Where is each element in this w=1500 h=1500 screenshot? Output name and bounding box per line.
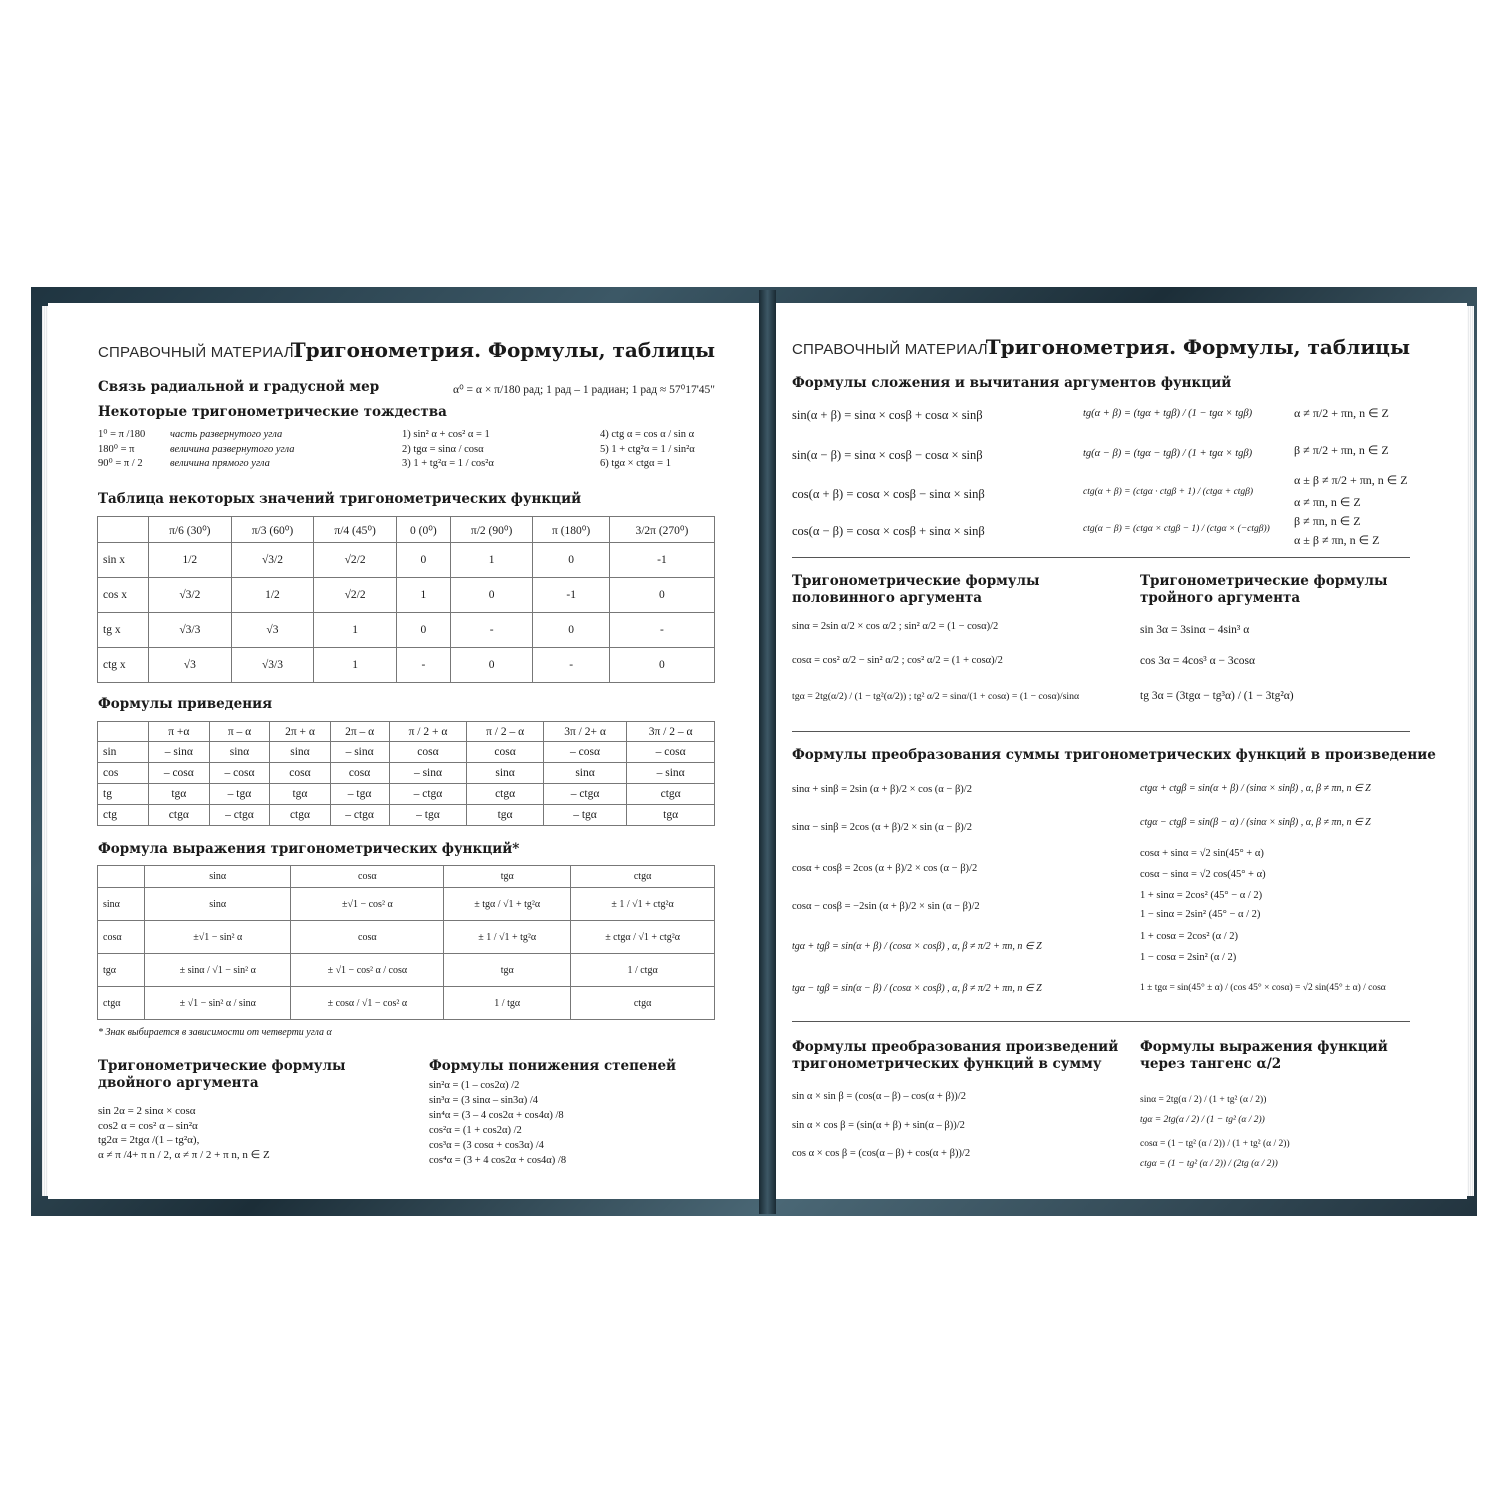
page-kicker: СПРАВОЧНЫЙ МАТЕРИАЛ [98,344,294,361]
condition: β ≠ π/2 + πn, n ∈ Z [1294,443,1389,457]
table-cell: sinα [209,742,270,763]
table-row [98,888,715,921]
table-row-header: cos x [98,578,149,613]
page-title: Тригонометрия. Формулы, таблицы [290,338,715,362]
table-row [98,543,715,578]
table-row-header: cosα [98,921,145,954]
table-row [98,921,715,954]
prod2sum-formula: cos α × cos β = (cos(α – β) + cos(α + β))/2 [792,1148,971,1159]
identities-list-a: 1) sin² α + cos² α = 1 2) tgα = sinα / cosα 3) 1 + tg²α = 1 / cos²α [402,429,494,469]
table-cell: cosα [330,763,389,784]
table-header-cell: π/2 (90⁰) [450,517,533,543]
sum2prod-formula: cosα + sinα = √2 sin(45° + α) [1140,848,1264,859]
table-cell: cosα [467,742,543,763]
table-cell: sinα [467,763,543,784]
page-kicker-right: СПРАВОЧНЫЙ МАТЕРИАЛ [792,341,988,358]
table-header-cell: ctgα [571,866,715,888]
sum2prod-formula: ctgα − ctgβ = sin(β − α) / (sinα × sinβ) , α, β ≠ πn, n ∈ Z [1140,817,1371,828]
sum2prod-formula: cosα − cosβ = −2sin (α + β)/2 × sin (α − β)/2 [792,901,980,912]
tangent-sum-formula: tg(α − β) = (tgα − tgβ) / (1 + tgα × tgβ) [1083,448,1253,459]
table-cell: √3 [149,648,232,683]
table-cell: sinα [543,763,626,784]
values-title: Таблица некоторых значений тригонометрических функций [98,491,582,507]
table-cell: tgα [149,784,210,805]
tangent-half-title: Формулы выражения функций через тангенс α/2 [1140,1039,1388,1072]
table-cell: ±√1 − sin² α [145,921,291,954]
table-cell: -1 [533,578,609,613]
table-cell: – cosα [209,763,270,784]
table-cell: – ctgα [543,784,626,805]
table-cell: 1/2 [149,543,232,578]
sum2prod-formula: sinα + sinβ = 2sin (α + β)/2 × cos (α − β)/2 [792,784,972,795]
table-cell: – sinα [627,763,715,784]
table-row [98,763,715,784]
table-header-cell: π / 2 – α [467,722,543,742]
identities-angle-notes: часть развернутого угла величина развернутого угла величина прямого угла [170,429,295,469]
expression-table [97,865,715,1020]
table-row-header: sin x [98,543,149,578]
table-row [98,954,715,987]
table-cell: 0 [533,613,609,648]
table-cell: ctgα [149,805,210,826]
section-divider [792,557,1410,558]
double-title: Тригонометрические формулы двойного аргумента [98,1058,346,1091]
left-page [48,303,759,1199]
table-cell: ± tgα / √1 + tg²α [444,888,571,921]
identities-angles: 1⁰ = π /180 180⁰ = π 90⁰ = π / 2 [98,429,146,469]
condition: α ± β ≠ πn, n ∈ Z [1294,533,1380,547]
table-row [98,613,715,648]
table-cell: – tgα [543,805,626,826]
table-cell: √3/2 [149,578,232,613]
table-header-cell: cosα [291,866,444,888]
table-cell: sinα [145,888,291,921]
table-row-header: ctgα [98,987,145,1020]
table-cell: 0 [533,543,609,578]
table-cell: ctgα [467,784,543,805]
table-cell: – tgα [209,784,270,805]
table-row [98,784,715,805]
tangent-half-formula: sinα = 2tg(α / 2) / (1 + tg² (α / 2)) [1140,1095,1267,1105]
table-cell: ctgα [571,987,715,1020]
power-formulas: sin²α = (1 – cos2α) /2 sin³α = (3 sinα – sin3α) /4 sin⁴α = (3 – 4 cos2α + cos4α) /8 cos²α = (1 + cos2α) /2 cos³α = (3 cosα + cos3α) /4 cos⁴α = (3 + 4 cos2α + cos4α) /8 [429,1080,567,1166]
table-cell: ± √1 − cos² α / cosα [291,954,444,987]
table-row [98,648,715,683]
table-cell: -1 [609,543,714,578]
table-row [98,578,715,613]
table-header-cell: π (180⁰) [533,517,609,543]
table-cell: cosα [389,742,467,763]
table-cell: √3/3 [231,648,314,683]
table-cell: 0 [609,578,714,613]
table-header-cell: 3π / 2+ α [543,722,626,742]
sum2prod-formula: cosα − sinα = √2 cos(45° + α) [1140,869,1266,880]
table-row-header: tgα [98,954,145,987]
table-cell: 0 [450,648,533,683]
table-row-header: sinα [98,888,145,921]
condition: β ≠ πn, n ∈ Z [1294,514,1361,528]
table-header-cell: π/3 (60⁰) [231,517,314,543]
table-header-cell: π / 2 + α [389,722,467,742]
table-cell: – cosα [543,742,626,763]
table-header-cell: 3/2π (270⁰) [609,517,714,543]
table-cell: – cosα [149,763,210,784]
power-title: Формулы понижения степеней [429,1058,677,1074]
table-cell: – ctgα [209,805,270,826]
table-cell: ± √1 − sin² α / sinα [145,987,291,1020]
triple-formula: tg 3α = (3tgα − tg³α) / (1 − 3tg²α) [1140,690,1294,702]
table-header-cell [98,866,145,888]
addition-formula: sin(α + β) = sinα × cosβ + cosα × sinβ [792,408,983,422]
condition: α ± β ≠ π/2 + πn, n ∈ Z [1294,473,1408,487]
sum2prod-formula: tgα − tgβ = sin(α − β) / (cosα × cosβ) , α, β ≠ π/2 + πn, n ∈ Z [792,983,1042,994]
tangent-sum-formula: tg(α + β) = (tgα + tgβ) / (1 − tgα × tgβ) [1083,408,1253,419]
table-cell: tgα [270,784,330,805]
sum2prod-formula: tgα + tgβ = sin(α + β) / (cosα × cosβ) , α, β ≠ π/2 + πn, n ∈ Z [792,941,1042,952]
table-cell: ± cosα / √1 − cos² α [291,987,444,1020]
tangent-half-formula: ctgα = (1 − tg² (α / 2)) / (2tg (α / 2)) [1140,1159,1278,1169]
identities-title: Некоторые тригонометрические тождества [98,404,447,420]
table-cell: √3/2 [231,543,314,578]
table-cell: – ctgα [330,805,389,826]
table-cell: 1 / tgα [444,987,571,1020]
condition: α ≠ π/2 + πn, n ∈ Z [1294,406,1389,420]
table-cell: √3 [231,613,314,648]
table-cell: √2/2 [314,578,397,613]
half-formula: tgα = 2tg(α/2) / (1 − tg²(α/2)) ; tg² α/2 = sinα/(1 + cosα) = (1 − cosα)/sinα [792,691,1080,702]
table-cell: 1 / ctgα [571,954,715,987]
sum2prod-formula: ctgα + ctgβ = sin(α + β) / (sinα × sinβ) , α, β ≠ πn, n ∈ Z [1140,783,1371,794]
reduction-table [97,721,715,826]
sum2prod-title: Формулы преобразования суммы тригонометрических функций в произведение [792,747,1436,763]
half-title: Тригонометрические формулы половинного аргумента [792,573,1040,606]
addition-formula: cos(α + β) = cosα × cosβ − sinα × sinβ [792,487,985,501]
table-header-cell: sinα [145,866,291,888]
reduction-title: Формулы приведения [98,696,273,712]
half-formula: sinα = 2sin α/2 × cos α/2 ; sin² α/2 = (1 − cosα)/2 [792,621,999,632]
table-cell: - [609,613,714,648]
table-cell: tgα [444,954,571,987]
addition-formula: cos(α − β) = cosα × cosβ + sinα × sinβ [792,524,985,538]
table-cell: √2/2 [314,543,397,578]
tangent-sum-formula: ctg(α − β) = (ctgα × ctgβ − 1) / (ctgα × (−ctgβ)) [1083,524,1270,534]
table-row [98,742,715,763]
table-header-cell: π +α [149,722,210,742]
table-cell: 1/2 [231,578,314,613]
tangent-half-formula: cosα = (1 − tg² (α / 2)) / (1 + tg² (α / 2)) [1140,1139,1290,1149]
table-row [98,805,715,826]
addition-title: Формулы сложения и вычитания аргументов функций [792,375,1232,391]
table-row-header: tg x [98,613,149,648]
triple-title: Тригонометрические формулы тройного аргумента [1140,573,1388,606]
table-row-header: ctg [98,805,149,826]
table-header-cell: π/6 (30⁰) [149,517,232,543]
table-cell: √3/3 [149,613,232,648]
table-cell: – sinα [149,742,210,763]
values-table [97,516,715,683]
addition-formula: sin(α − β) = sinα × cosβ − cosα × sinβ [792,448,983,462]
page-edge-right [1466,306,1474,1196]
table-cell: ± 1 / √1 + ctg²α [571,888,715,921]
table-header-cell [98,722,149,742]
table-cell: - [533,648,609,683]
radial-formula: α⁰ = α × π/180 рад; 1 рад – 1 радиан; 1 рад ≈ 57⁰17'45" [453,384,715,396]
identities-list-b: 4) ctg α = cos α / sin α 5) 1 + ctg²α = 1 / sin²α 6) tgα × ctgα = 1 [600,429,695,469]
table-cell: – sinα [330,742,389,763]
sum2prod-formula: cosα + cosβ = 2cos (α + β)/2 × cos (α − β)/2 [792,863,978,874]
table-row-header: sin [98,742,149,763]
table-cell: sinα [270,742,330,763]
table-cell: 0 [396,613,450,648]
table-cell: tgα [627,805,715,826]
table-header-cell: 2π + α [270,722,330,742]
table-cell: ctgα [627,784,715,805]
sum2prod-formula: 1 − cosα = 2sin² (α / 2) [1140,952,1237,963]
table-row [98,987,715,1020]
prod2sum-formula: sin α × cos β = (sin(α + β) + sin(α – β))/2 [792,1120,965,1131]
table-cell: 0 [396,543,450,578]
tangent-half-formula: tgα = 2tg(α / 2) / (1 − tg² (α / 2)) [1140,1115,1265,1125]
table-cell: – ctgα [389,784,467,805]
section-divider [792,1021,1410,1022]
tangent-sum-formula: ctg(α + β) = (ctgα · ctgβ + 1) / (ctgα + ctgβ) [1083,487,1254,497]
section-divider [792,731,1410,732]
table-cell: - [450,613,533,648]
table-header-cell: 0 (0⁰) [396,517,450,543]
table-row-header: ctg x [98,648,149,683]
table-row-header: cos [98,763,149,784]
sum2prod-formula: sinα − sinβ = 2cos (α + β)/2 × sin (α − β)/2 [792,822,972,833]
double-formulas: sin 2α = 2 sinα × cosα cos2 α = cos² α – sin²α tg2α = 2tgα /(1 – tg²α), α ≠ π /4+ π n / 2, α ≠ π / 2 + π n, n ∈ Z [98,1105,270,1161]
table-cell: 0 [450,578,533,613]
table-cell: tgα [467,805,543,826]
sum2prod-formula: 1 ± tgα = sin(45° ± α) / (cos 45° × cosα) = √2 sin(45° ± α) / cosα [1140,983,1386,993]
prod2sum-formula: sin α × sin β = (cos(α – β) – cos(α + β))/2 [792,1091,966,1102]
table-header-cell: π – α [209,722,270,742]
table-cell: – cosα [627,742,715,763]
radial-title: Связь радиальной и градусной мер [98,379,380,395]
expression-title: Формула выражения тригонометрических функций* [98,841,520,857]
table-cell: cosα [291,921,444,954]
book-spine [759,290,776,1214]
prod2sum-title: Формулы преобразования произведений тригонометрических функций в сумму [792,1039,1119,1072]
table-cell: 1 [450,543,533,578]
table-row-header: tg [98,784,149,805]
table-header-cell: 3π / 2 – α [627,722,715,742]
triple-formula: sin 3α = 3sinα − 4sin³ α [1140,624,1250,636]
table-cell: cosα [270,763,330,784]
table-cell: ± sinα / √1 − sin² α [145,954,291,987]
table-cell: 1 [314,613,397,648]
table-cell: – tgα [330,784,389,805]
table-header-cell: tgα [444,866,571,888]
table-cell: ctgα [270,805,330,826]
table-header-cell: 2π – α [330,722,389,742]
page-title-right: Тригонометрия. Формулы, таблицы [985,335,1410,359]
table-cell: ± ctgα / √1 + ctg²α [571,921,715,954]
table-cell: – tgα [389,805,467,826]
table-cell: 1 [396,578,450,613]
half-formula: cosα = cos² α/2 − sin² α/2 ; cos² α/2 = (1 + cosα)/2 [792,655,1003,666]
table-header-cell: π/4 (45⁰) [314,517,397,543]
table-cell: ±√1 − cos² α [291,888,444,921]
table-cell: – sinα [389,763,467,784]
sum2prod-formula: 1 − sinα = 2sin² (45° − α / 2) [1140,909,1261,920]
condition: α ≠ πn, n ∈ Z [1294,495,1361,509]
right-page [776,303,1467,1199]
sum2prod-formula: 1 + cosα = 2cos² (α / 2) [1140,931,1239,942]
table-cell: 1 [314,648,397,683]
sum2prod-formula: 1 + sinα = 2cos² (45° − α / 2) [1140,890,1263,901]
expression-note: * Знак выбирается в зависимости от четверти угла α [98,1027,332,1038]
table-header-cell [98,517,149,543]
table-cell: - [396,648,450,683]
table-cell: 0 [609,648,714,683]
triple-formula: cos 3α = 4cos³ α − 3cosα [1140,655,1255,667]
table-cell: ± 1 / √1 + tg²α [444,921,571,954]
